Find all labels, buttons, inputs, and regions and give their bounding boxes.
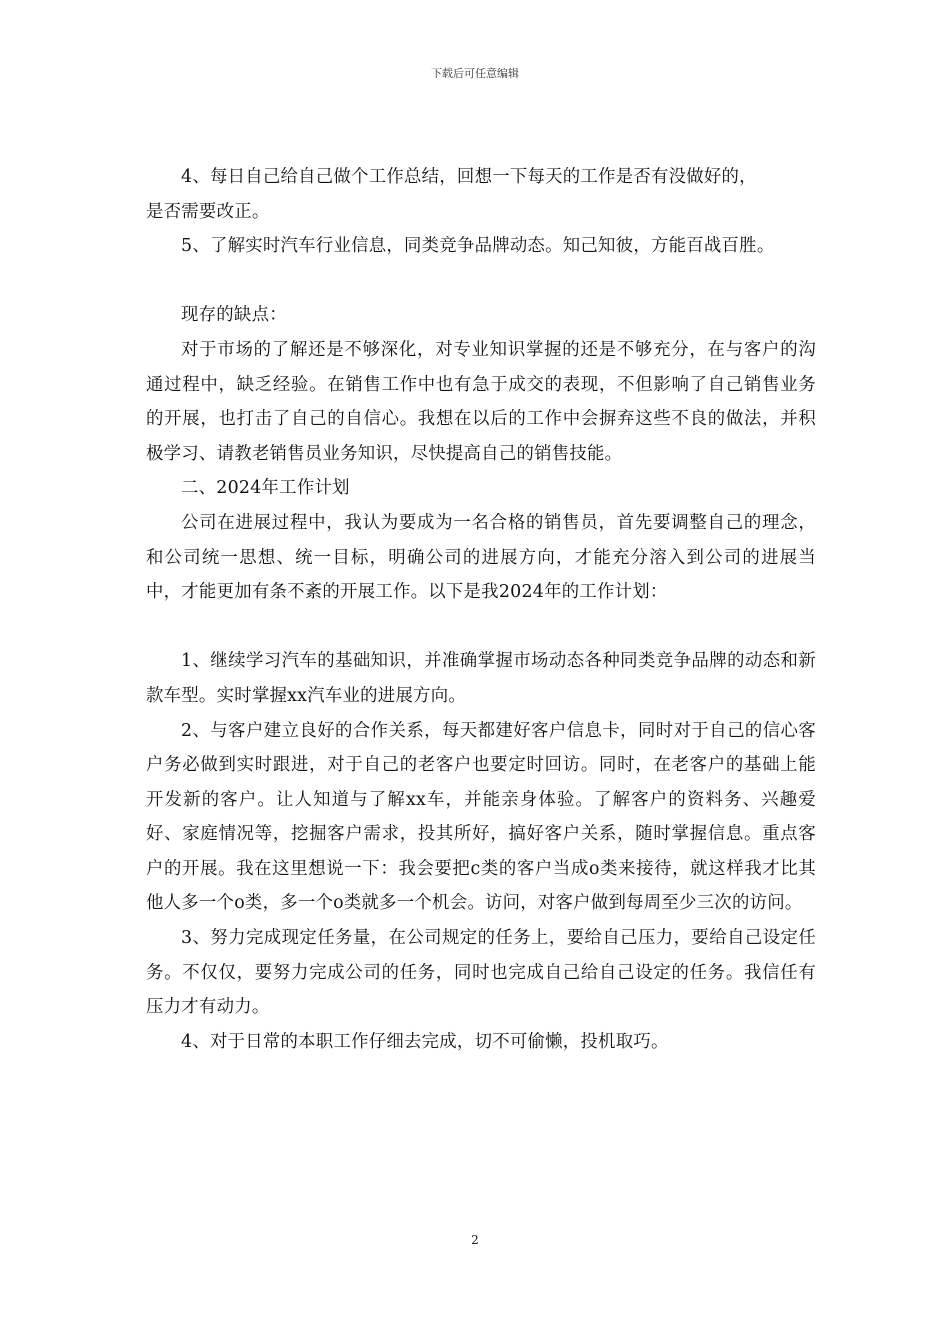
paragraph-plan-item-2: 2、与客户建立良好的合作关系，每天都建好客户信息卡，同时对于自己的信心客户务必做到实时跟进，对于自己的老客户也要定时回访。同时，在老客户的基础上能开发新的客户。让人知道与了解xx车，并能亲身体验。了解客户的资料务、兴趣爱好、家庭情况等，挖掘客户需求，投其所好，搞好客户关系，随时掌握信息。重点客户的开展。我在这里想说一下：我会要把c类的客户当成o类来接待，就这样我才比其他人多一个o类，多一个o类就多一个机会。访问，对客户做到每周至少三次的访问。 bbox=[146, 720, 816, 914]
page-number: 2 bbox=[471, 1233, 479, 1247]
paragraph-plan-item-1: 1、继续学习汽车的基础知识，并准确掌握市场动态各种同类竞争品牌的动态和新款车型。实时掌握xx汽车业的进展方向。 bbox=[146, 651, 816, 706]
paragraph-plan-item-4: 4、对于日常的本职工作仔细去完成，切不可偷懒，投机取巧。 bbox=[181, 1031, 669, 1052]
document-body bbox=[146, 160, 816, 1059]
section-heading-work-plan: 二、2024年工作计划 bbox=[181, 478, 350, 499]
section-heading-shortcomings: 现存的缺点： bbox=[181, 305, 287, 326]
paragraph-item-4-daily-summary: 4、每日自己给自己做个工作总结，回想一下每天的工作是否有没做好的， bbox=[181, 167, 757, 187]
page-header: 下载后可任意编辑 bbox=[431, 67, 519, 80]
blank-line bbox=[146, 264, 816, 299]
paragraph-item-5-industry-info: 5、了解实时汽车行业信息，同类竞争品牌动态。知己知彼，方能百战百胜。 bbox=[181, 236, 775, 257]
paragraph-item-4-continuation: 是否需要改正。 bbox=[146, 201, 270, 222]
paragraph-work-plan-intro: 公司在进展过程中，我认为要成为一名合格的销售员，首先要调整自己的理念，和公司统一思想、统一目标，明确公司的进展方向，才能充分溶入到公司的进展当中，才能更加有条不紊的开展工作。以下是我2024年的工作计划： bbox=[146, 512, 816, 603]
blank-line bbox=[146, 610, 816, 645]
paragraph-shortcomings: 对于市场的了解还是不够深化，对专业知识掌握的还是不够充分，在与客户的沟通过程中，缺乏经验。在销售工作中也有急于成交的表现，不但影响了自己销售业务的开展，也打击了自己的自信心。我想在以后的工作中会摒弃这些不良的做法，并积极学习、请教老销售员业务知识，尽快提高自己的销售技能。 bbox=[146, 339, 816, 464]
paragraph-plan-item-3: 3、努力完成现定任务量，在公司规定的任务上，要给自己压力，要给自己设定任务。不仅仅，要努力完成公司的任务，同时也完成自己给自己设定的任务。我信任有压力才有动力。 bbox=[146, 928, 816, 1018]
